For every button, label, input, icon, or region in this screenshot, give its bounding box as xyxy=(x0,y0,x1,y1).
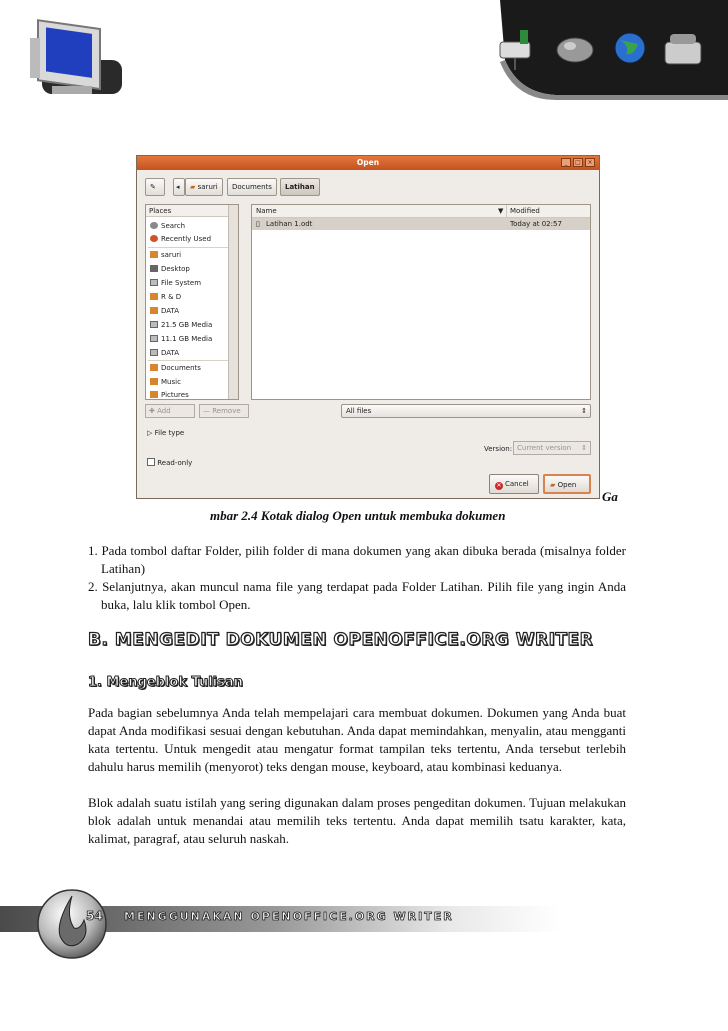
chevron-left-icon: ◂ xyxy=(176,183,180,191)
place-documents[interactable]: Documents xyxy=(150,362,201,374)
path-button-latihan[interactable]: Latihan xyxy=(280,178,320,196)
figure-caption: mbar 2.4 Kotak dialog Open untuk membuka dokumen xyxy=(210,508,506,523)
open-folder-icon: ▰ xyxy=(550,481,556,489)
place-11-gb-media[interactable]: 11.1 GB Media xyxy=(150,333,212,345)
folder-icon xyxy=(150,364,158,371)
places-scrollbar[interactable] xyxy=(228,205,238,399)
place-desktop[interactable]: Desktop xyxy=(150,263,190,275)
dialog-titlebar xyxy=(137,156,599,170)
network-icon xyxy=(500,30,530,70)
list-item: 1. Pada tombol daftar Folder, pilih folder di mana dokumen yang akan dibuka berada (misalnya folder Latihan) xyxy=(88,543,626,576)
folder-icon xyxy=(150,391,158,398)
header-icons xyxy=(490,20,710,80)
pencil-icon: ✎ xyxy=(150,183,156,191)
version-select[interactable]: Current version ⇕ xyxy=(513,441,591,455)
paragraph: Blok adalah suatu istilah yang sering digunakan dalam proses pengeditan dokumen. Tujuan melakukan blok adalah untuk menandai atau memilih teks tertentu. Anda dapat memilih tsatu karakter, kata, kalimat, paragraf, atau seluruh naskah. xyxy=(88,795,626,846)
minimize-button[interactable]: _ xyxy=(561,158,571,167)
file-list xyxy=(251,204,591,400)
places-separator xyxy=(148,247,234,248)
list-item: 2. Selanjutnya, akan muncul nama file yang terdapat pada Folder Latihan. Pilih file yang ingin Anda buka, lalu klik tombol Open. xyxy=(88,579,626,612)
file-type-expander[interactable]: ▷ File type xyxy=(147,429,185,437)
cancel-icon: ✕ xyxy=(496,482,502,489)
telephone-icon xyxy=(665,34,701,64)
readonly-checkbox[interactable]: Read-only xyxy=(147,458,192,467)
file-filter-select[interactable]: All files ⇕ xyxy=(341,404,591,418)
home-folder-icon: ▰ xyxy=(190,183,196,191)
folder-icon xyxy=(150,307,158,314)
path-button-documents[interactable]: Documents xyxy=(227,178,277,196)
plus-icon: ✚ xyxy=(149,407,155,415)
mouse-icon xyxy=(557,38,593,62)
figure-caption-prefix: Ga xyxy=(602,489,618,504)
cancel-button[interactable]: ✕ Cancel xyxy=(489,474,539,494)
place-recently-used[interactable]: Recently Used xyxy=(150,233,211,245)
place-r-and-d[interactable]: R & D xyxy=(150,291,181,303)
file-name: Latihan 1.odt xyxy=(266,220,313,228)
file-modified: Today at 02:57 xyxy=(510,220,562,228)
drive-icon xyxy=(150,321,158,328)
places-panel xyxy=(145,204,239,400)
place-search[interactable]: Search xyxy=(150,220,185,232)
expander-arrow-icon: ▷ xyxy=(147,429,153,437)
place-saruri[interactable]: saruri xyxy=(150,249,181,261)
checkbox-box[interactable] xyxy=(147,458,155,466)
open-button[interactable]: ▰ Open xyxy=(543,474,591,494)
file-list-header xyxy=(252,205,590,218)
place-data[interactable]: DATA xyxy=(150,305,179,317)
version-label: Version: xyxy=(484,445,513,453)
document-icon: ▯ xyxy=(256,220,260,228)
page-number: 54 xyxy=(86,909,103,923)
minus-icon: — xyxy=(203,407,210,415)
paragraph: Pada bagian sebelumnya Anda telah mempelajari cara membuat dokumen. Dokumen yang Anda buat dapat Anda modifikasi sesuai dengan kebutuhan. Anda dapat memindahkan, menyalin, atau mengganti kata tertentu. Untuk mengedit atau mengatur format tampilan teks tertentu, Anda tersebut terlebih dahulu harus memilih (menyorot) teks dengan mouse, keyboard, atau kombinasi keduanya. xyxy=(88,705,626,774)
monitor-icon xyxy=(22,14,132,100)
search-icon xyxy=(150,222,158,229)
desktop-icon xyxy=(150,265,158,272)
column-name[interactable]: Name xyxy=(256,207,277,215)
places-separator xyxy=(148,360,234,361)
place-file-system[interactable]: File System xyxy=(150,277,201,289)
clock-icon xyxy=(150,235,158,242)
close-button[interactable]: × xyxy=(585,158,595,167)
place-data-drive[interactable]: DATA xyxy=(150,347,179,359)
updown-arrow-icon: ⇕ xyxy=(581,407,587,415)
updown-arrow-icon: ⇕ xyxy=(581,444,587,452)
open-dialog xyxy=(136,155,600,499)
maximize-button[interactable]: □ xyxy=(573,158,583,167)
sort-arrow-icon: ▼ xyxy=(498,207,504,215)
add-button[interactable]: ✚ Add xyxy=(145,404,195,418)
section-heading: B. MENGEDIT DOKUMEN OPENOFFICE.ORG WRITER xyxy=(88,630,594,650)
path-back-button[interactable] xyxy=(173,178,185,196)
folder-icon xyxy=(150,378,158,385)
drive-icon xyxy=(150,349,158,356)
drive-icon xyxy=(150,279,158,286)
drive-icon xyxy=(150,335,158,342)
footer-decoration xyxy=(0,880,728,980)
globe-icon xyxy=(615,33,645,63)
remove-button[interactable]: — Remove xyxy=(199,404,249,418)
folder-icon xyxy=(150,293,158,300)
footer-title: MENGGUNAKAN OPENOFFICE.ORG WRITER xyxy=(124,910,454,923)
place-pictures[interactable]: Pictures xyxy=(150,389,189,401)
edit-location-button[interactable] xyxy=(145,178,165,196)
home-folder-icon xyxy=(150,251,158,258)
place-music[interactable]: Music xyxy=(150,376,181,388)
dialog-title: Open xyxy=(356,158,380,167)
file-row[interactable] xyxy=(252,218,590,230)
place-21-gb-media[interactable]: 21.5 GB Media xyxy=(150,319,212,331)
column-divider xyxy=(506,205,507,217)
path-button-home[interactable]: ▰ saruri xyxy=(185,178,223,196)
places-header: Places xyxy=(146,205,238,217)
subsection-heading: 1. Mengeblok Tulisan xyxy=(88,675,243,690)
column-modified[interactable]: Modified xyxy=(510,207,540,215)
